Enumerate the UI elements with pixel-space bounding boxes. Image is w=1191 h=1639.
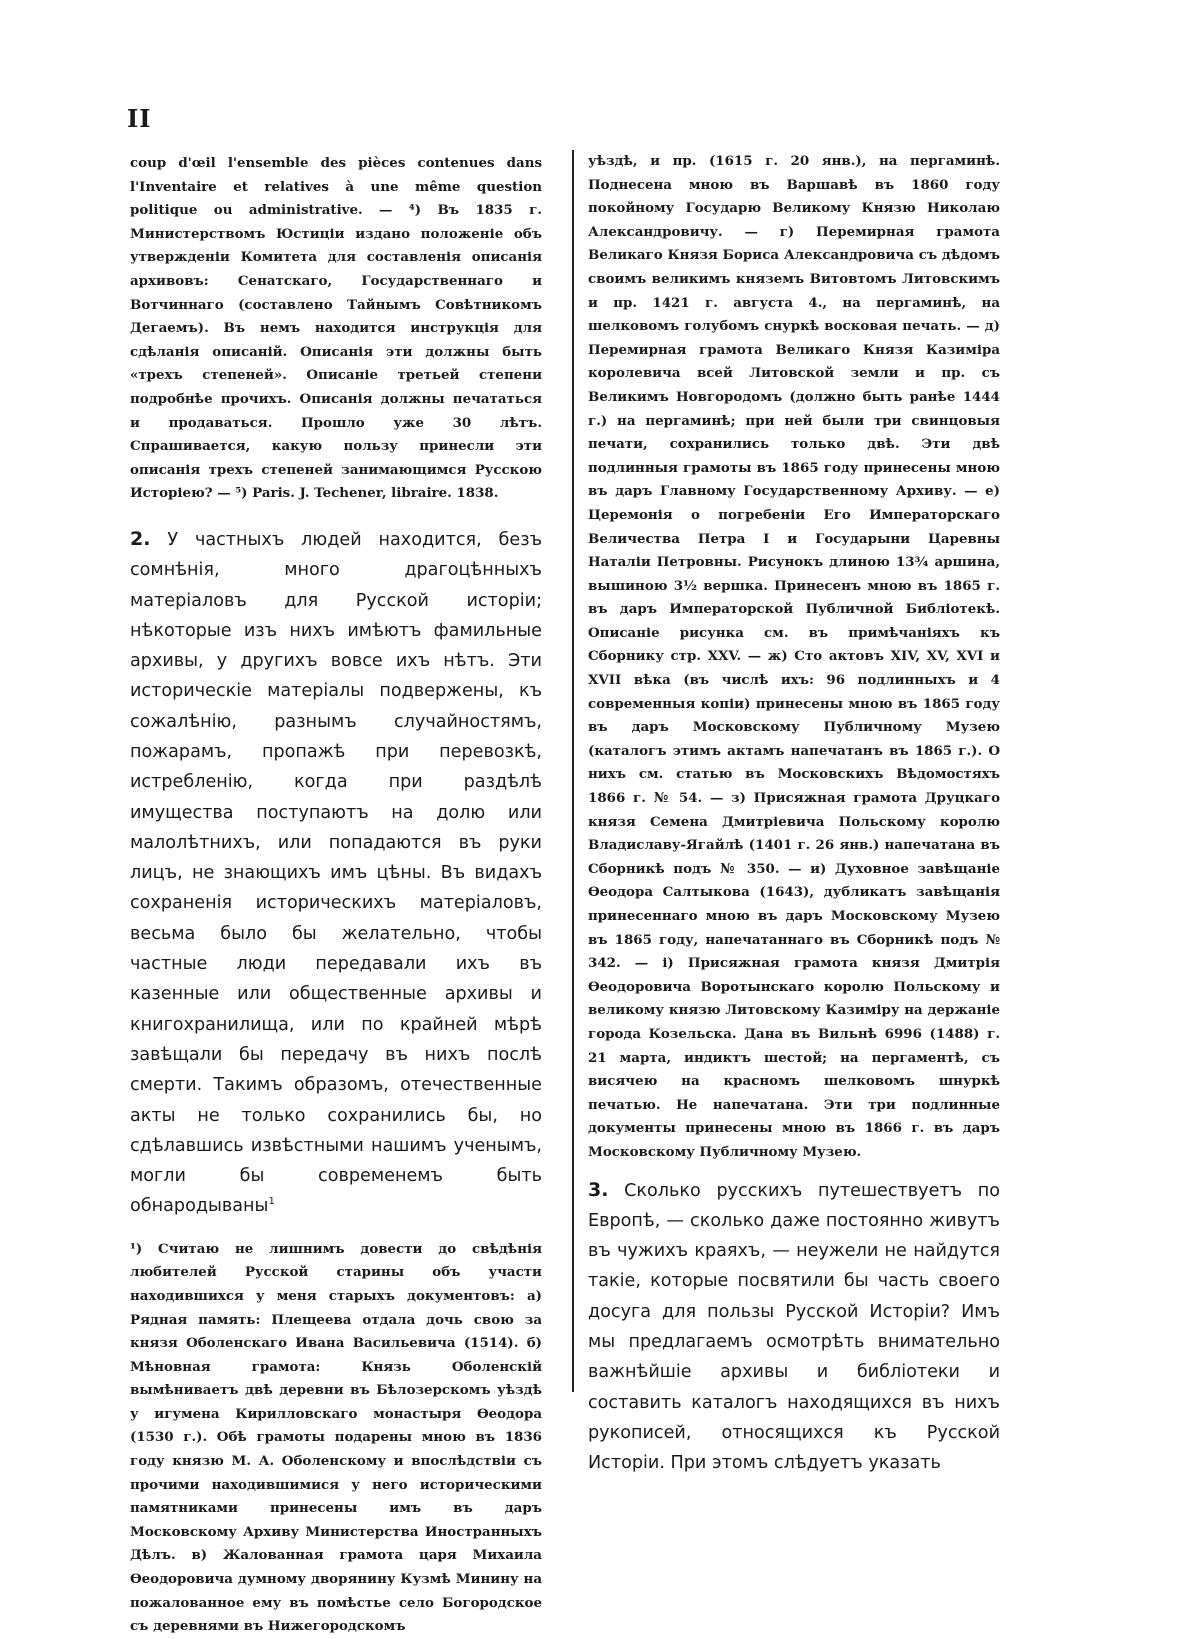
paragraph-2-text: У частныхъ людей находится, безъ сомнѣнія, много драгоцѣнныхъ матеріаловъ для Русской исторіи; нѣкоторые изъ нихъ имѣютъ фамильные архивы, у другихъ вовсе ихъ нѣтъ. Эти историческіе матеріалы подвержены, къ сожалѣнію, разнымъ случайностямъ, пожарамъ, пропажѣ при перевозкѣ, истребленію, когда при раздѣлѣ имущества поступаютъ на долю или малолѣтнихъ, или попадаются въ руки лицъ, не знающихъ имъ цѣны. Въ видахъ сохраненія историческихъ матеріаловъ, весьма было бы желательно, чтобы частные люди передавали ихъ въ казенные или общественные архивы и книгохранилища, или по крайней мѣрѣ завѣщали бы передачу въ нихъ послѣ смерти. Такимъ образомъ, отечественные акты не только сохранились бы, но сдѣлавшись извѣстными нашимъ ученымъ, могли бы современемъ быть обнародываны — [130, 529, 543, 1217]
paragraph-3-number: 3. — [588, 1178, 609, 1201]
right-column — [588, 150, 1000, 1479]
footnote-continuation-top: coup d'œil l'ensemble des pièces contenues dans l'Inventaire et relatives à une même question politique ou administrative. — ⁴) Въ 1835 г. Министерствомъ Юстиціи издано положеніе объ утвержденіи Комитета для составленія описанія архивовъ: Сенатскаго, Государственнаго и Вотчиннаго (составлено Тайнымъ Совѣтникомъ Дегаемъ). Въ немъ находится инструкція для сдѣланія описаній. Описанія эти должны быть «трехъ степеней». Описаніе третьей степени подробнѣе прочихъ. Описанія должны печататься и продаваться. Прошло уже 30 лѣтъ. Спрашивается, какую пользу принесли эти описанія трехъ степеней занимающимся Русскою Исторіею? — ⁵) Paris. J. Techener, libraire. 1838. — [130, 155, 542, 502]
paragraph-3 — [588, 1175, 1000, 1479]
footnote-1-continuation: уѣздѣ, и пр. (1615 г. 20 янв.), на пергаминѣ. Поднесена мною въ Варшавѣ въ 1860 году покойному Государю Великому Князю Николаю Александровичу. — г) Перемирная грамота Великаго Князя Бориса Александровича съ дѣдомъ своимъ великимъ княземъ Витовтомъ Литовскимъ и пр. 1421 г. августа 4., на пергаминѣ, на шелковомъ голубомъ снуркѣ восковая печать. — д) Перемирная грамота Великаго Князя Казиміра королевича всей Литовской земли и пр. съ Великимъ Новгородомъ (должно быть ранѣе 1444 г.) на пергаминѣ; при ней были три свинцовыя печати, сохранились только двѣ. Эти двѣ подлинныя грамоты въ 1865 году принесены мною въ даръ Главному Государственному Архиву. — е) Церемонія о погребеніи Его Императорскаго Величества Петра I и Государыни Царевны Наталіи Петровны. Рисунокъ длиною 13¾ аршина, вышиною 3½ вершка. Принесенъ мною въ 1865 г. въ даръ Императорской Публичной Библіотекѣ. Описаніе рисунка см. въ примѣчаніяхъ къ Сборнику стр. XXV. — ж) Сто актовъ XIV, XV, XVI и XVII вѣка (въ числѣ ихъ: 96 подлинныхъ и 4 современныя копіи) принесены мною въ 1865 году въ даръ Московскому Публичному Музею (каталогъ этимъ актамъ напечатанъ въ 1865 г.). О нихъ см. статью въ Московскихъ Вѣдомостяхъ 1866 г. № 54. — з) Присяжная грамота Друцкаго князя Семена Дмитріевича Польскому королю Владиславу-Ягайлѣ (1401 г. 26 янв.) напечатана въ Сборникѣ подъ № 350. — и) Духовное завѣщаніе Ѳеодора Салтыкова (1643), дубликатъ завѣщанія принесеннаго мною въ даръ Московскому Музею въ 1865 году, напечатаннаго въ Сборникѣ подъ № 342. — і) Присяжная грамота князя Дмитрія Ѳеодоровича Воротынскаго королю Польскому и великому князю Литовскому Казиміру на держаніе города Козельска. Дана въ Вильнѣ 6996 (1488) г. 21 марта, индиктъ шестой; на пергаментѣ, съ висячею на красномъ шелковомъ шнуркѣ печатью. Не напечатана. Эти три подлинные документы принесены мною въ 1866 г. въ даръ Московскому Публичному Музею. — [588, 153, 1000, 1160]
paragraph-3-text: Сколько русскихъ путешествуетъ по Европѣ, — сколько даже постоянно живутъ въ чужихъ краяхъ, — неужели не найдутся такіе, которые посвятили бы часть своего досуга для пользы Русской Исторіи? Имъ мы предлагаемъ осмотрѣть внимательно важнѣйшіе архивы и библіотеки и составить каталогъ находящихся въ нихъ рукописей, относящихся къ Русской Исторіи. При этомъ слѣдуетъ указать — [588, 1180, 1000, 1474]
left-column — [130, 152, 542, 1639]
footnote-1: ¹) Считаю не лишнимъ довести до свѣдѣнія любителей Русской старины объ участи находившихся у меня старыхъ документовъ: а) Рядная память: Плещеева отдала дочь свою за князя Оболенскаго Ивана Васильевича (1514). б) Мѣновная грамота: Князь Оболенскій вымѣниваетъ двѣ деревни въ Бѣлозерскомъ уѣздѣ у игумена Кирилловскаго монастыря Ѳеодора (1530 г.). Обѣ грамоты подарены мною въ 1836 году князю М. А. Оболенскому и впослѣдствіи съ прочими находившимися у него историческими памятниками принесены имъ въ даръ Московскому Архиву Министерства Иностранныхъ Дѣлъ. в) Жалованная грамота царя Михаила Ѳеодоровича думному дворянину Кузмѣ Минину на пожалованное ему въ помѣстье село Богородское съ деревнями въ Нижегородскомъ — [130, 1240, 542, 1635]
paragraph-2-number: 2. — [130, 527, 151, 550]
page-number: II — [127, 104, 152, 133]
footnote-ref-1: 1 — [268, 1196, 275, 1208]
paragraph-2 — [130, 524, 542, 1222]
column-divider — [572, 150, 574, 1392]
